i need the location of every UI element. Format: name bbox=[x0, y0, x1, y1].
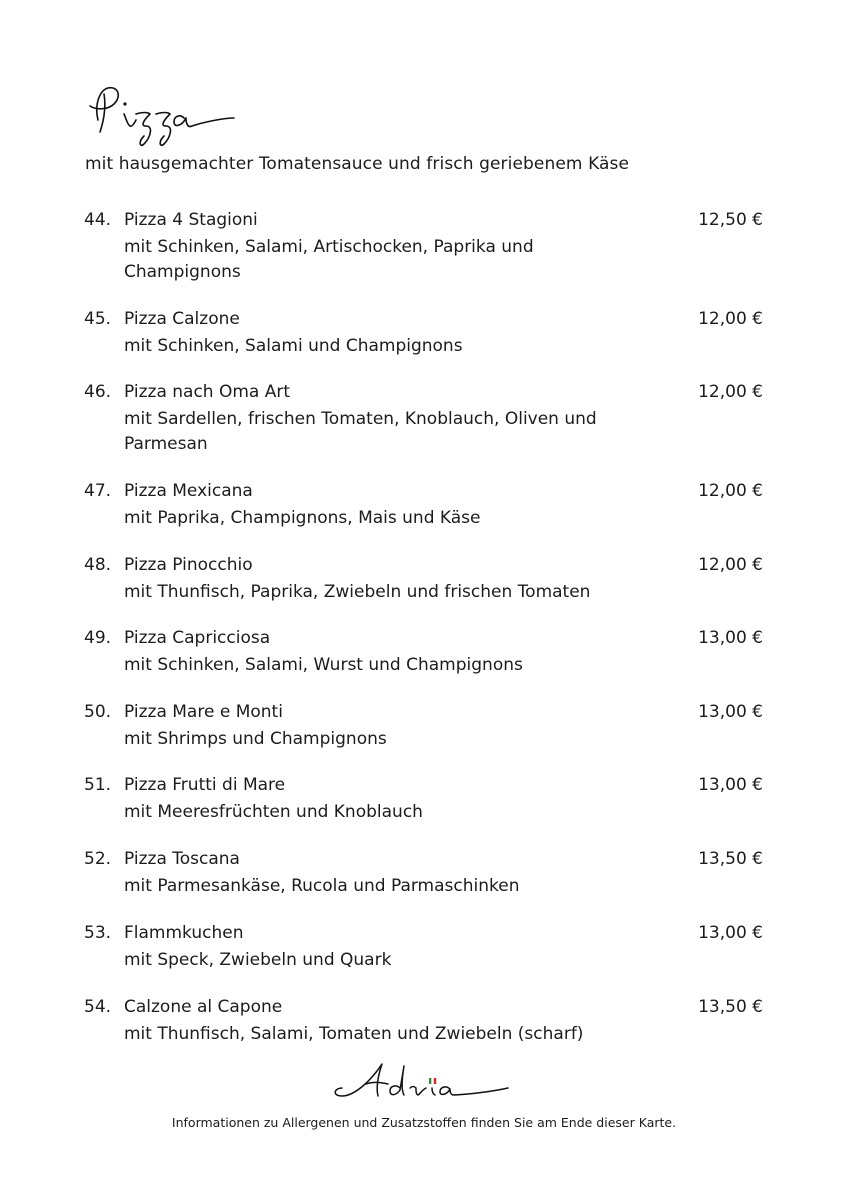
allergen-note: Informationen zu Allergenen und Zusatzstoffen finden Sie am Ende dieser Karte. bbox=[171, 1115, 677, 1130]
item-description: mit Sardellen, frischen Tomaten, Knoblauch, Oliven und Parmesan bbox=[124, 409, 597, 454]
item-name: Pizza Capricciosa bbox=[124, 628, 271, 648]
item-description: mit Thunfisch, Paprika, Zwiebeln und frischen Tomaten bbox=[124, 582, 591, 602]
menu-subtitle: mit hausgemachter Tomatensauce und frisch geriebenem Käse bbox=[85, 154, 630, 174]
item-name: Pizza Toscana bbox=[124, 849, 240, 869]
item-number: 48. bbox=[84, 555, 112, 575]
item-price: 13,50 € bbox=[698, 997, 763, 1017]
item-description: mit Schinken, Salami, Artischocken, Paprika und Champignons bbox=[124, 237, 534, 282]
item-price: 12,00 € bbox=[698, 481, 763, 501]
item-number: 52. bbox=[84, 849, 112, 869]
item-name: Pizza Pinocchio bbox=[124, 555, 253, 575]
item-name: Calzone al Capone bbox=[124, 997, 283, 1017]
item-price: 13,00 € bbox=[698, 923, 763, 943]
item-name: Pizza Frutti di Mare bbox=[124, 775, 286, 795]
item-number: 49. bbox=[84, 628, 112, 648]
item-name: Pizza Calzone bbox=[124, 309, 240, 329]
item-price: 13,50 € bbox=[698, 849, 763, 869]
item-description: mit Speck, Zwiebeln und Quark bbox=[124, 950, 392, 970]
item-price: 12,00 € bbox=[698, 555, 763, 575]
item-description: mit Paprika, Champignons, Mais und Käse bbox=[124, 508, 481, 528]
item-description: mit Shrimps und Champignons bbox=[124, 729, 387, 749]
adria-logo bbox=[330, 1058, 520, 1108]
item-description: mit Meeresfrüchten und Knoblauch bbox=[124, 802, 423, 822]
item-number: 50. bbox=[84, 702, 112, 722]
item-name: Pizza nach Oma Art bbox=[124, 382, 291, 402]
item-description: mit Schinken, Salami und Champignons bbox=[124, 336, 463, 356]
item-description: mit Parmesankäse, Rucola und Parmaschinken bbox=[124, 876, 520, 896]
item-name: Pizza 4 Stagioni bbox=[124, 210, 258, 230]
item-name: Pizza Mare e Monti bbox=[124, 702, 283, 722]
item-price: 13,00 € bbox=[698, 628, 763, 648]
item-price: 12,00 € bbox=[698, 309, 763, 329]
item-number: 45. bbox=[84, 309, 112, 329]
item-price: 12,00 € bbox=[698, 382, 763, 402]
item-number: 51. bbox=[84, 775, 112, 795]
item-number: 47. bbox=[84, 481, 112, 501]
item-price: 13,00 € bbox=[698, 775, 763, 795]
item-number: 54. bbox=[84, 997, 112, 1017]
item-price: 13,00 € bbox=[698, 702, 763, 722]
item-description: mit Schinken, Salami, Wurst und Champignons bbox=[124, 655, 523, 675]
item-name: Pizza Mexicana bbox=[124, 481, 253, 501]
item-price: 12,50 € bbox=[698, 210, 763, 230]
item-number: 46. bbox=[84, 382, 112, 402]
item-name: Flammkuchen bbox=[124, 923, 244, 943]
item-number: 53. bbox=[84, 923, 112, 943]
item-number: 44. bbox=[84, 210, 112, 230]
item-description: mit Thunfisch, Salami, Tomaten und Zwiebeln (scharf) bbox=[124, 1024, 584, 1044]
